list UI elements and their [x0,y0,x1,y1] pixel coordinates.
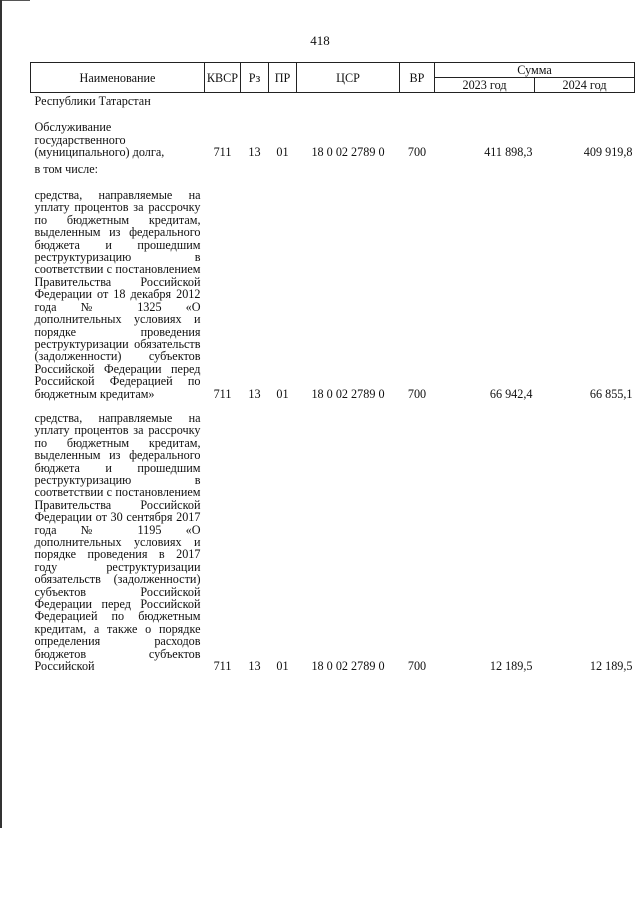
budget-table [30,62,635,672]
header-rz: Рз [241,63,269,93]
row-kvsr: 711 [213,659,232,674]
row-kvsr: 711 [213,145,232,160]
row-vr: 700 [407,386,427,401]
header-pr: ПР [269,63,297,93]
row-sum-2024: 66 855,1 [589,386,633,401]
table-row [31,107,635,158]
header-kvsr: КВСР [205,63,241,93]
row-name: Республики Татарстан [34,94,151,108]
table-row [31,159,635,175]
row-sum-2023: 66 942,4 [489,386,533,401]
row-csr: 18 0 02 2789 0 [311,659,385,674]
header-csr: ЦСР [297,63,400,93]
scan-edge-left [0,0,2,828]
header-vr: ВР [400,63,435,93]
page-number: 418 [310,33,330,48]
header-name: Наименование [31,63,205,93]
row-pr: 01 [276,145,289,160]
header-year-2023: 2023 год [435,78,535,93]
row-name: Обслуживание государственного (муниципального) долга, [34,120,165,160]
row-name: в том числе: [34,161,99,176]
row-sum-2024: 12 189,5 [589,659,633,674]
row-rz: 13 [248,659,261,674]
scan-edge-top [0,0,30,1]
header-sum: Сумма [435,63,635,78]
row-kvsr: 711 [213,386,232,401]
row-sum-2024: 409 919,8 [583,145,633,160]
row-csr: 18 0 02 2789 0 [311,145,385,160]
table-row [31,93,635,108]
row-pr: 01 [276,386,289,401]
row-name: средства, направляемые на уплату процентов за рассрочку по бюджетным кредитам, выделенным из федерального бюджета и прошедшим реструктуризацию в соответствии с постановлением Правительства Российской Федерации от 18 декабря 2012 года № 1325 «О дополнительных условиях и порядке проведения реструктуризации обязательств (задолженности) субъектов Российской Федерации перед Российской Федерацией по бюджетным кредитам» [34,188,201,401]
row-sum-2023: 12 189,5 [489,659,533,674]
header-year-2024: 2024 год [535,78,635,93]
table-row [31,400,635,673]
row-vr: 700 [407,145,427,160]
row-name: средства, направляемые на уплату процентов за рассрочку по бюджетным кредитам, выделенным из федерального бюджета и прошедшим реструктуризацию в соответствии с постановлением Правительства Российской Федерации от 30 сентября 2017 года № 1195 «О дополнительных условиях и порядке проведения в 2017 году реструктуризации обязательств (задолженности) субъектов Российской Федерации перед Российской Федерацией по бюджетным кредитам, а также о порядке определения расходов бюджетов субъектов Российской [34,410,201,674]
row-rz: 13 [248,145,261,160]
row-sum-2023: 411 898,3 [484,145,533,160]
table-row [31,175,635,400]
table-header [31,63,635,93]
row-vr: 700 [407,659,427,674]
row-rz: 13 [248,386,261,401]
row-pr: 01 [276,659,289,674]
row-csr: 18 0 02 2789 0 [311,386,385,401]
